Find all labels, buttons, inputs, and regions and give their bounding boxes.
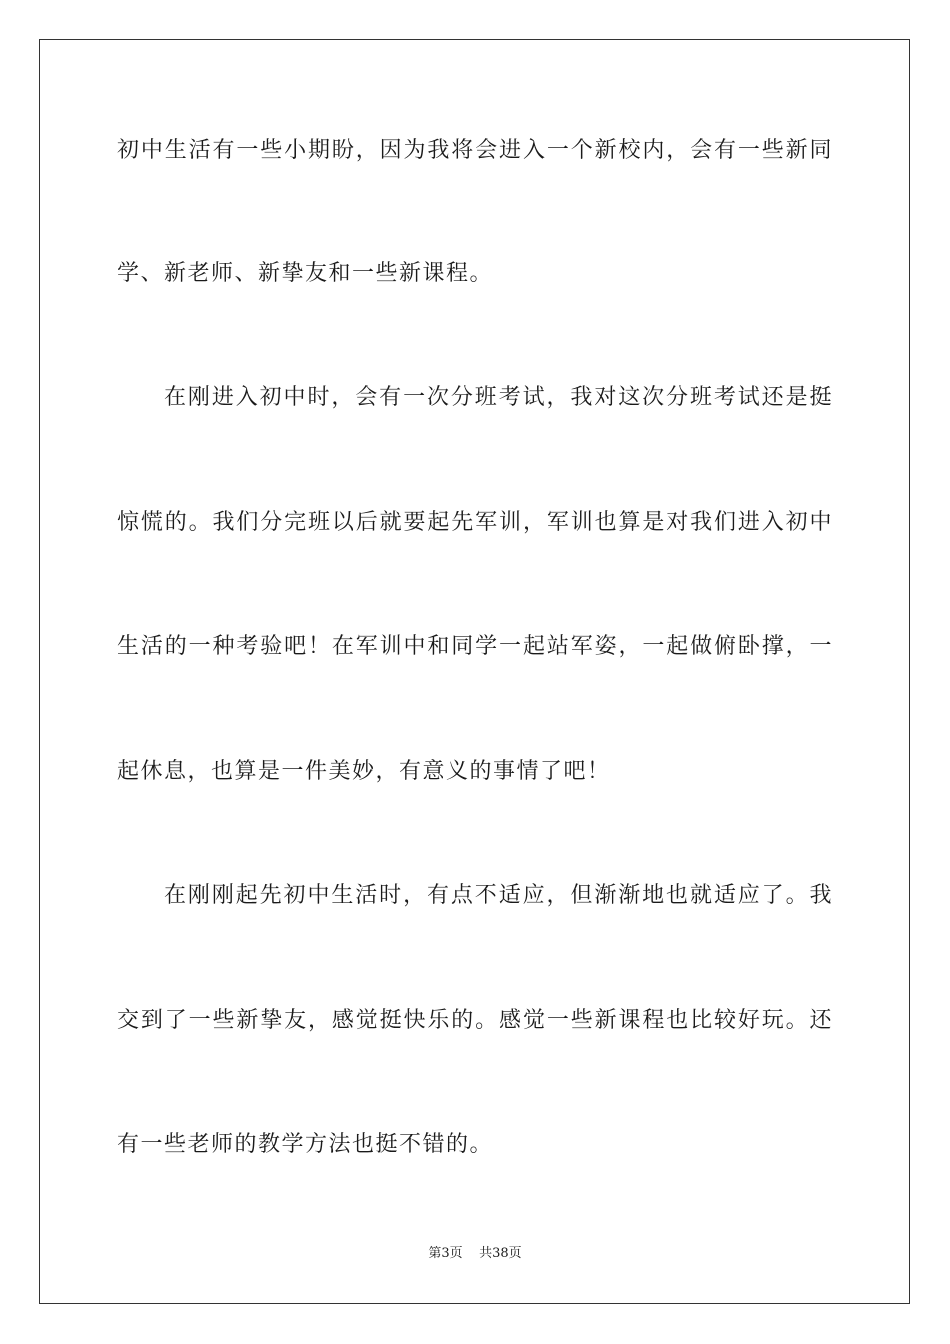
text-line: 惊慌的。我们分完班以后就要起先军训，军训也算是对我们进入初中: [117, 510, 833, 535]
text-line: 有一些老师的教学方法也挺不错的。: [117, 1132, 494, 1157]
text-line: 学、新老师、新挚友和一些新课程。: [117, 261, 494, 286]
text-line: 在刚刚起先初中生活时，有点不适应，但渐渐地也就适应了。我: [164, 883, 833, 908]
text-line: 生活的一种考验吧！在军训中和同学一起站军姿，一起做俯卧撑，一: [117, 634, 833, 659]
text-line: 交到了一些新挚友，感觉挺快乐的。感觉一些新课程也比较好玩。还: [117, 1008, 833, 1033]
text-line: 起休息，也算是一件美妙，有意义的事情了吧！: [117, 759, 611, 784]
text-line: 在刚进入初中时，会有一次分班考试，我对这次分班考试还是挺: [164, 385, 833, 410]
page-number-footer: 第3页 共38页: [428, 1246, 522, 1261]
page-border: [39, 39, 910, 1304]
text-line: 初中生活有一些小期盼，因为我将会进入一个新校内，会有一些新同: [117, 138, 833, 163]
